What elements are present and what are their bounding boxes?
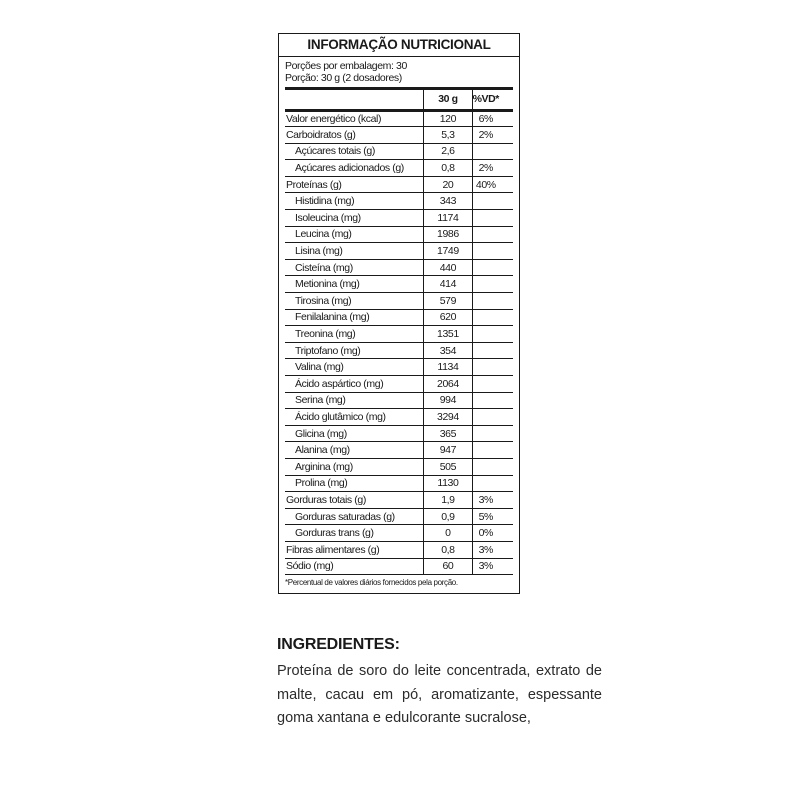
nutrient-name: Glicina (mg) [285, 425, 424, 442]
nutrient-amount: 1351 [424, 326, 472, 343]
nutrient-amount: 414 [424, 276, 472, 293]
nutrient-name: Tirosina (mg) [285, 293, 424, 310]
nutrient-daily-value: 6% [472, 110, 513, 127]
table-row [285, 243, 513, 260]
nutrient-name: Gorduras saturadas (g) [285, 508, 424, 525]
nutrition-title: INFORMAÇÃO NUTRICIONAL [279, 34, 519, 57]
nutrient-name: Fibras alimentares (g) [285, 541, 424, 558]
nutrient-amount: 505 [424, 458, 472, 475]
table-row [285, 309, 513, 326]
nutrient-amount: 1986 [424, 226, 472, 243]
nutrient-amount: 354 [424, 342, 472, 359]
nutrient-daily-value [472, 326, 513, 343]
table-row [285, 259, 513, 276]
table-row [285, 293, 513, 310]
table-row [285, 409, 513, 426]
table-row [285, 475, 513, 492]
nutrient-amount: 994 [424, 392, 472, 409]
nutrient-name: Carboidratos (g) [285, 127, 424, 144]
nutrient-daily-value [472, 359, 513, 376]
table-row [285, 176, 513, 193]
nutrient-daily-value [472, 210, 513, 227]
table-row [285, 525, 513, 542]
table-row [285, 110, 513, 127]
serving-size: Porção: 30 g (2 dosadores) [285, 72, 402, 84]
table-row [285, 127, 513, 144]
nutrient-amount: 2064 [424, 376, 472, 393]
nutrient-name: Histidina (mg) [285, 193, 424, 210]
nutrient-amount: 343 [424, 193, 472, 210]
nutrient-daily-value [472, 425, 513, 442]
nutrient-name: Metionina (mg) [285, 276, 424, 293]
nutrient-name: Serina (mg) [285, 392, 424, 409]
nutrient-name: Arginina (mg) [285, 458, 424, 475]
nutrient-name: Lisina (mg) [285, 243, 424, 260]
nutrient-amount: 620 [424, 309, 472, 326]
nutrient-name: Triptofano (mg) [285, 342, 424, 359]
nutrient-amount: 0,8 [424, 160, 472, 177]
table-row [285, 442, 513, 459]
nutrient-amount: 3294 [424, 409, 472, 426]
nutrient-amount: 365 [424, 425, 472, 442]
nutrient-amount: 0,9 [424, 508, 472, 525]
nutrient-daily-value: 0% [472, 525, 513, 542]
table-row [285, 508, 513, 525]
nutrient-daily-value [472, 409, 513, 426]
table-row [285, 392, 513, 409]
ingredients-title: INGREDIENTES: [277, 636, 400, 653]
nutrient-amount: 1174 [424, 210, 472, 227]
nutrient-daily-value: 40% [472, 176, 513, 193]
nutrient-name: Fenilalanina (mg) [285, 309, 424, 326]
nutrient-name: Treonina (mg) [285, 326, 424, 343]
table-row [285, 541, 513, 558]
table-row [285, 458, 513, 475]
nutrient-name: Valor energético (kcal) [285, 110, 424, 127]
nutrient-name: Alanina (mg) [285, 442, 424, 459]
nutrient-name: Proteínas (g) [285, 176, 424, 193]
nutrient-name: Cisteína (mg) [285, 259, 424, 276]
table-row [285, 326, 513, 343]
nutrient-name: Leucina (mg) [285, 226, 424, 243]
nutrient-table [285, 90, 513, 575]
nutrient-name: Ácido aspártico (mg) [285, 376, 424, 393]
nutrient-daily-value [472, 458, 513, 475]
nutrient-daily-value [472, 276, 513, 293]
nutrient-name: Valina (mg) [285, 359, 424, 376]
nutrient-daily-value [472, 376, 513, 393]
table-row [285, 143, 513, 160]
nutrient-name: Açúcares totais (g) [285, 143, 424, 160]
nutrient-daily-value [472, 309, 513, 326]
nutrient-daily-value [472, 392, 513, 409]
nutrient-amount: 1749 [424, 243, 472, 260]
nutrient-amount: 0 [424, 525, 472, 542]
header-dv: %VD* [472, 90, 513, 110]
ingredients-text: Proteína de soro do leite concentrada, extrato de malte, cacau em pó, aromatizante, espessante goma xantana e edulcorante sucralose, [277, 663, 602, 726]
nutrient-daily-value [472, 193, 513, 210]
nutrient-name: Ácido glutâmico (mg) [285, 409, 424, 426]
nutrient-daily-value: 2% [472, 160, 513, 177]
nutrient-daily-value [472, 475, 513, 492]
nutrient-amount: 5,3 [424, 127, 472, 144]
nutrient-amount: 2,6 [424, 143, 472, 160]
nutrient-name: Gorduras totais (g) [285, 492, 424, 509]
nutrient-amount: 1130 [424, 475, 472, 492]
nutrient-daily-value [472, 243, 513, 260]
nutrient-amount: 60 [424, 558, 472, 575]
header-amount: 30 g [424, 90, 472, 110]
nutrient-name: Isoleucina (mg) [285, 210, 424, 227]
nutrient-name: Gorduras trans (g) [285, 525, 424, 542]
nutrient-daily-value: 5% [472, 508, 513, 525]
nutrient-daily-value [472, 442, 513, 459]
servings-per-package: Porções por embalagem: 30 [285, 60, 407, 72]
nutrient-daily-value [472, 293, 513, 310]
nutrient-amount: 1134 [424, 359, 472, 376]
table-row [285, 210, 513, 227]
table-row [285, 226, 513, 243]
nutrient-name: Prolina (mg) [285, 475, 424, 492]
nutrition-facts-table [278, 33, 520, 594]
header-nutrient [285, 90, 424, 110]
table-row [285, 376, 513, 393]
nutrient-daily-value [472, 342, 513, 359]
nutrient-daily-value [472, 259, 513, 276]
nutrient-amount: 947 [424, 442, 472, 459]
table-row [285, 425, 513, 442]
table-row [285, 359, 513, 376]
table-row [285, 160, 513, 177]
table-row [285, 558, 513, 575]
table-row [285, 492, 513, 509]
table-row [285, 193, 513, 210]
nutrient-name: Sódio (mg) [285, 558, 424, 575]
nutrient-daily-value: 2% [472, 127, 513, 144]
nutrient-amount: 440 [424, 259, 472, 276]
table-row [285, 342, 513, 359]
nutrient-daily-value [472, 143, 513, 160]
nutrient-daily-value: 3% [472, 541, 513, 558]
nutrient-daily-value: 3% [472, 558, 513, 575]
nutrient-amount: 579 [424, 293, 472, 310]
footnote: *Percentual de valores diários fornecidos pela porção. [285, 578, 458, 588]
nutrient-daily-value: 3% [472, 492, 513, 509]
table-header-row [285, 90, 513, 110]
nutrient-amount: 20 [424, 176, 472, 193]
nutrient-name: Açúcares adicionados (g) [285, 160, 424, 177]
nutrient-amount: 120 [424, 110, 472, 127]
nutrient-amount: 1,9 [424, 492, 472, 509]
nutrient-amount: 0,8 [424, 541, 472, 558]
nutrient-daily-value [472, 226, 513, 243]
table-row [285, 276, 513, 293]
